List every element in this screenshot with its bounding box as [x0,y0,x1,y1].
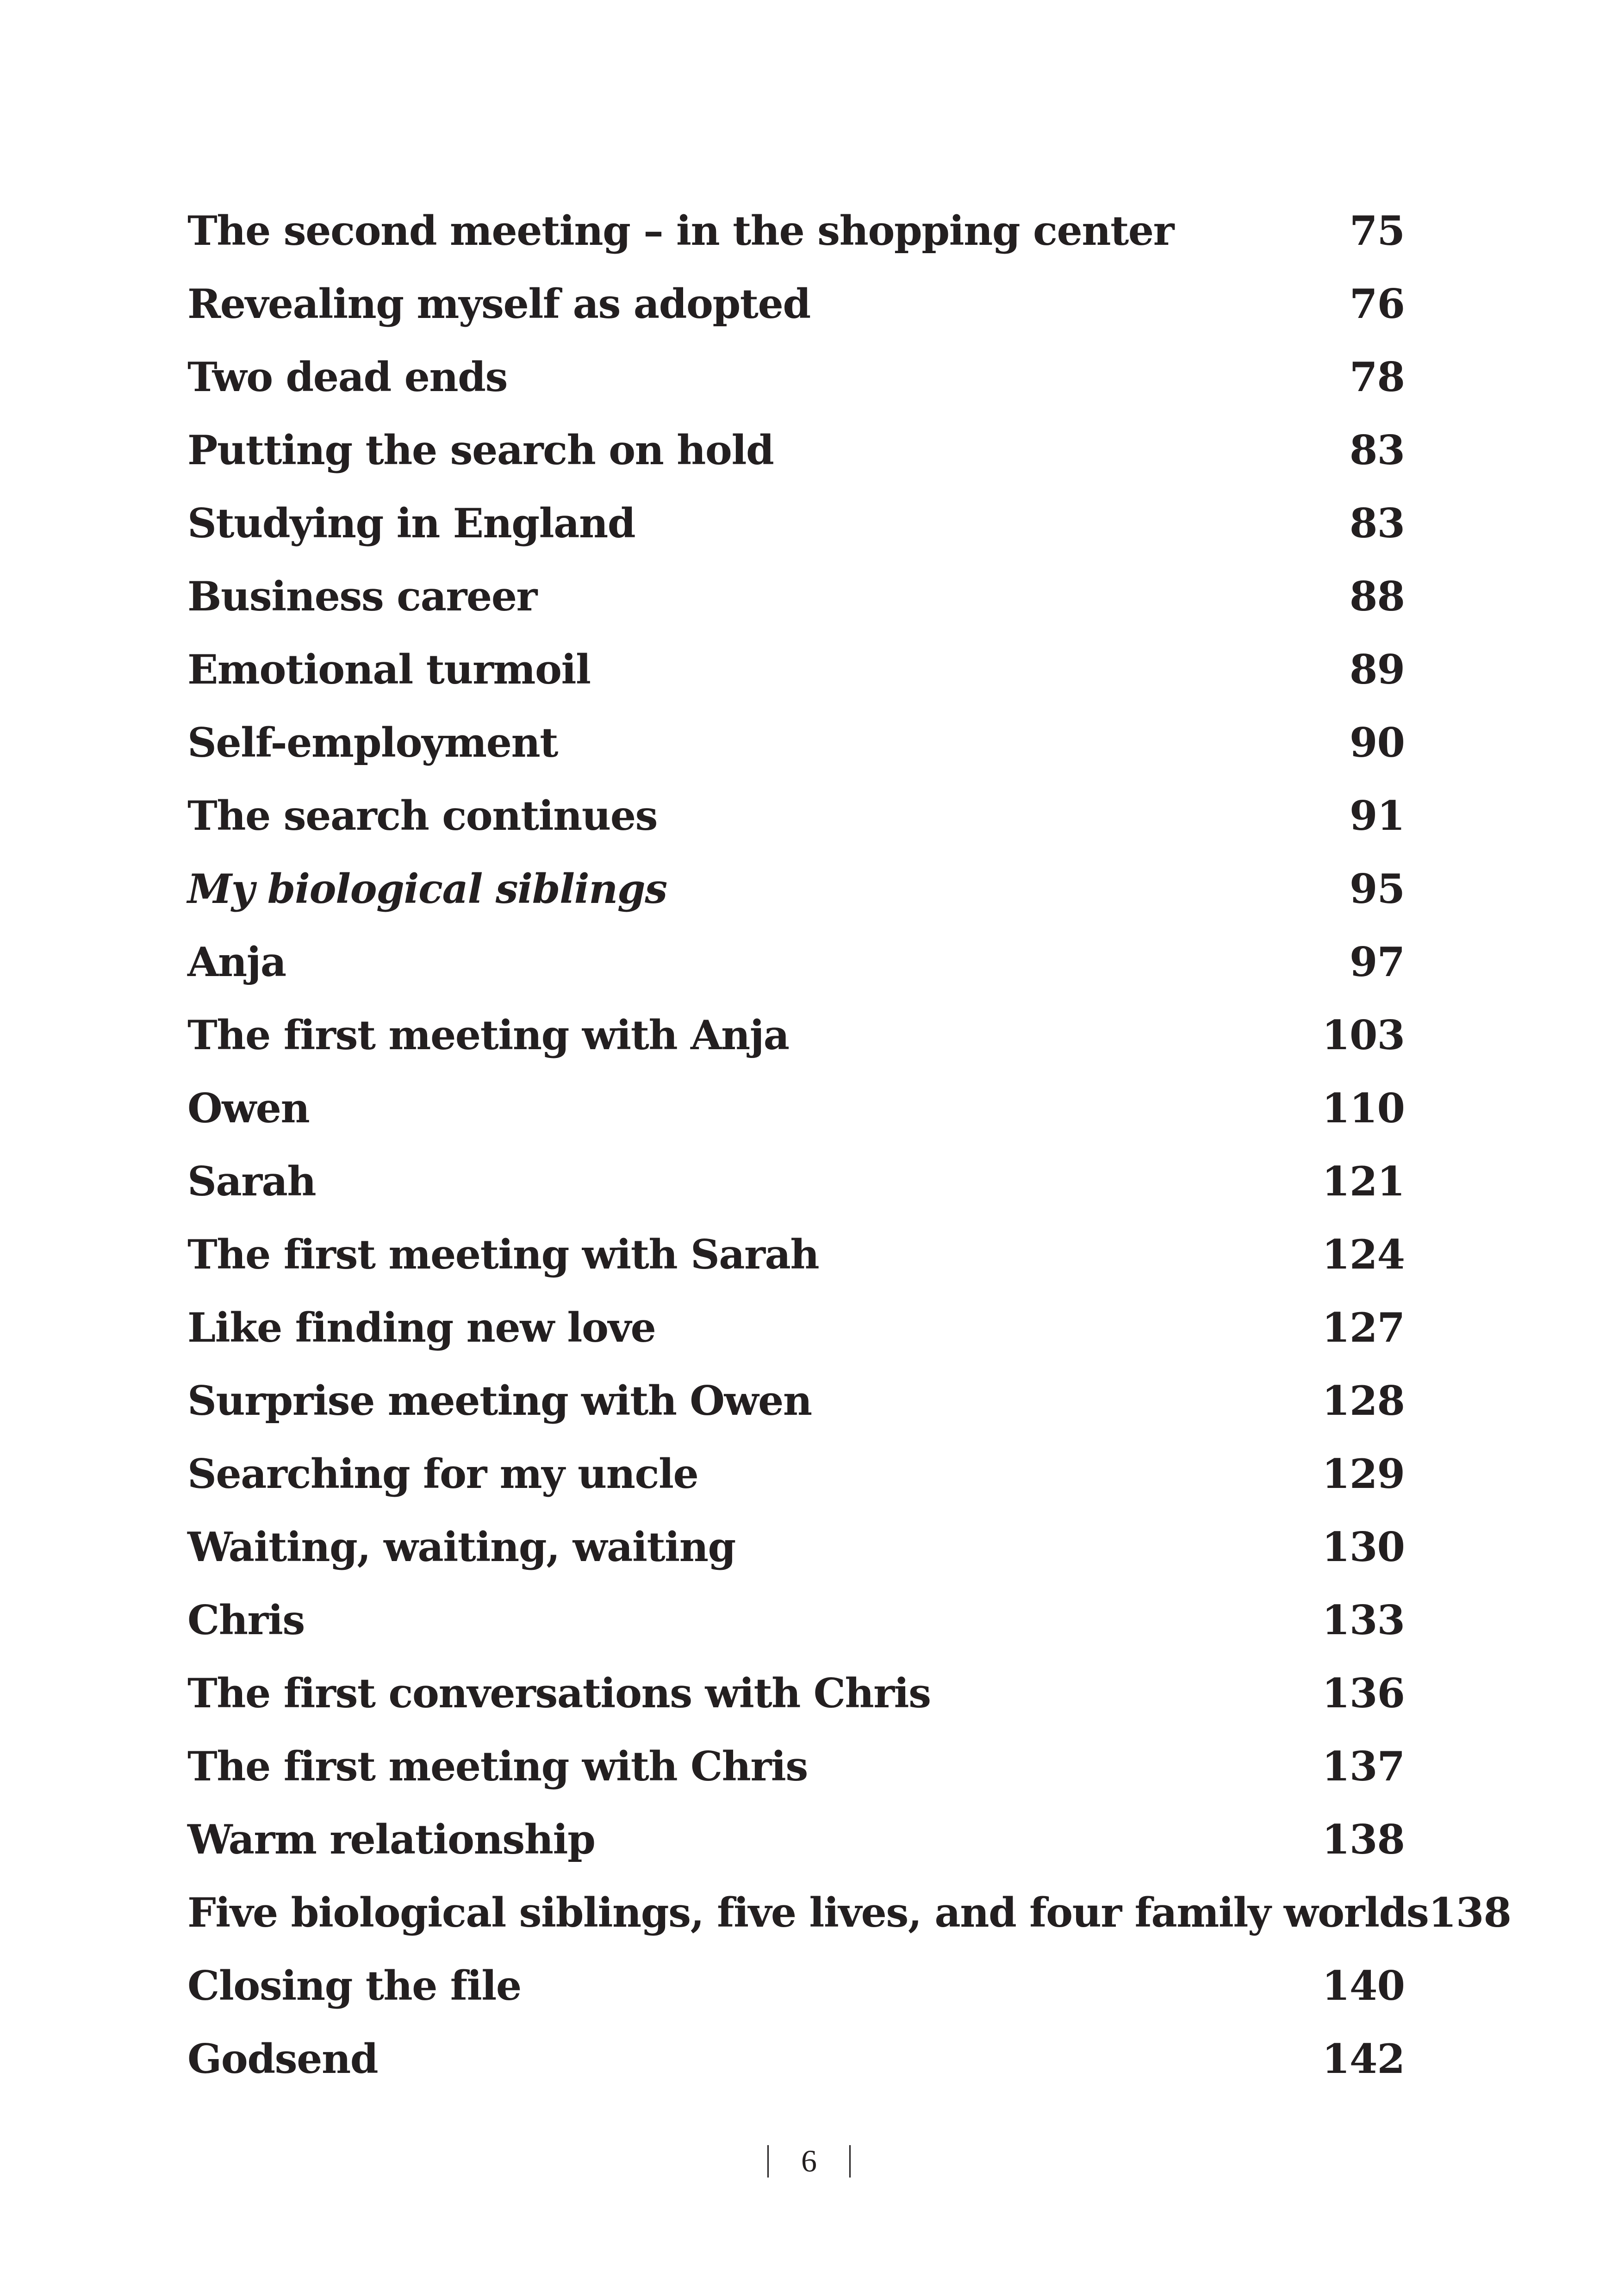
toc-entry-page: 95 [1349,865,1405,913]
toc-entry[interactable] [187,194,1405,268]
toc-entry[interactable] [187,1291,1405,1364]
toc-entry-title: Studying in England [187,499,635,547]
toc-entry-page: 90 [1349,719,1405,766]
toc-entry[interactable] [187,633,1405,706]
toc-entry-page: 103 [1322,1011,1405,1059]
toc-entry-page: 127 [1322,1304,1405,1351]
toc-entry-page: 137 [1322,1742,1405,1790]
toc-entry-title: The second meeting – in the shopping center [187,207,1174,255]
toc-entry[interactable] [187,1511,1405,1584]
toc-entry-page: 75 [1349,207,1405,255]
toc-entry[interactable] [187,341,1405,414]
toc-entry-title: Business career [187,572,537,620]
toc-entry-title: Closing the file [187,1962,521,2010]
page-number: 6 [801,2143,817,2178]
toc-entry[interactable] [187,1876,1511,1949]
footer-right-rule [849,2145,851,2178]
toc-entry-title: Revealing myself as adopted [187,280,810,328]
toc-entry-page: 78 [1349,353,1405,401]
toc-entry-page: 128 [1322,1377,1405,1425]
table-of-contents [187,194,1511,2096]
toc-entry-title: Putting the search on hold [187,426,774,474]
toc-entry[interactable] [187,2022,1405,2096]
toc-entry-title: Anja [187,938,286,986]
toc-entry[interactable] [187,1949,1405,2022]
toc-entry-title: Emotional turmoil [187,646,591,693]
toc-entry[interactable] [187,560,1405,633]
toc-entry[interactable] [187,999,1405,1072]
toc-entry-page: 88 [1349,572,1405,620]
toc-entry-page: 130 [1322,1523,1405,1571]
toc-entry-title: Owen [187,1084,310,1132]
toc-entry[interactable] [187,1803,1405,1876]
toc-entry[interactable] [187,926,1405,999]
toc-entry-page: 89 [1349,646,1405,693]
toc-section-heading[interactable] [187,852,1405,926]
toc-entry[interactable] [187,1072,1405,1145]
toc-entry-title: The first meeting with Sarah [187,1231,819,1278]
toc-entry-title: The first conversations with Chris [187,1669,931,1717]
toc-entry-page: 76 [1349,280,1405,328]
toc-entry-title: Like finding new love [187,1304,656,1351]
toc-entry[interactable] [187,1218,1405,1291]
toc-entry-page: 136 [1322,1669,1405,1717]
toc-entry-page: 121 [1322,1157,1405,1205]
toc-entry[interactable] [187,1364,1405,1437]
page-footer [0,2143,1618,2179]
toc-entry-title: Godsend [187,2035,378,2083]
toc-entry-page: 140 [1322,1962,1405,2010]
toc-entry-title: Warm relationship [187,1816,595,1863]
toc-entry[interactable] [187,1657,1405,1730]
toc-entry-page: 124 [1322,1231,1405,1278]
toc-entry-title: The first meeting with Anja [187,1011,789,1059]
toc-entry-title: Searching for my uncle [187,1450,698,1498]
toc-entry-title: Chris [187,1596,305,1644]
toc-entry-title: The search continues [187,792,658,840]
toc-entry-page: 142 [1322,2035,1405,2083]
footer-left-rule [767,2145,769,2178]
toc-entry[interactable] [187,779,1405,852]
toc-entry-title: Surprise meeting with Owen [187,1377,812,1425]
toc-entry[interactable] [187,1584,1405,1657]
toc-entry-title: Five biological siblings, five lives, and four family worlds [187,1889,1429,1936]
toc-entry[interactable] [187,268,1405,341]
toc-entry[interactable] [187,706,1405,779]
toc-entry-title: Self-employment [187,719,558,766]
toc-entry-page: 83 [1349,499,1405,547]
toc-entry-page: 129 [1322,1450,1405,1498]
toc-entry-page: 138 [1428,1889,1511,1936]
toc-entry-page: 97 [1349,938,1405,986]
toc-entry[interactable] [187,1437,1405,1511]
toc-entry-title: Waiting, waiting, waiting [187,1523,735,1571]
toc-entry-page: 110 [1322,1084,1405,1132]
toc-entry-title: The first meeting with Chris [187,1742,808,1790]
toc-entry-title: Sarah [187,1157,316,1205]
toc-entry[interactable] [187,414,1405,487]
toc-entry-page: 83 [1349,426,1405,474]
toc-section-title: My biological siblings [187,865,667,913]
toc-entry[interactable] [187,487,1405,560]
toc-entry-page: 138 [1322,1816,1405,1863]
toc-entry-page: 133 [1322,1596,1405,1644]
toc-entry-title: Two dead ends [187,353,507,401]
toc-entry[interactable] [187,1145,1405,1218]
toc-entry-page: 91 [1349,792,1405,840]
toc-entry[interactable] [187,1730,1405,1803]
